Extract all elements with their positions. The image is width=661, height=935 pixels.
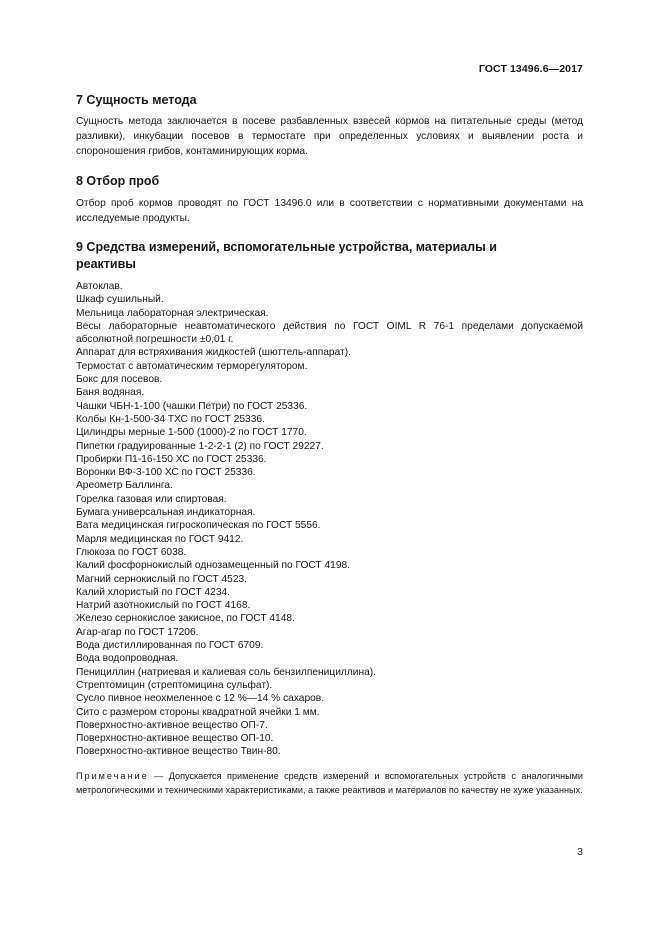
list-item: Вата медицинская гигроскопическая по ГОСТ 5556. [76, 520, 321, 532]
list-item: Сусло пивное неохмеленное с 12 %—14 % сахаров. [76, 693, 325, 705]
section-7-text [76, 114, 583, 159]
section-9-title: 9 Средства измерений, вспомогательные устройства, материалы и реактивы [76, 240, 497, 271]
list-item: Пенициллин (натриевая и калиевая соль бензилпенициллина). [76, 666, 376, 678]
list-item: Сито с размером стороны квадратной ячейки 1 мм. [76, 706, 320, 718]
page-number: 3 [577, 846, 583, 858]
list-item: Мельница лабораторная электрическая. [76, 307, 269, 319]
list-item: Цилиндры мерные 1-500 (1000)-2 по ГОСТ 1770. [76, 427, 307, 439]
note [76, 770, 583, 797]
note-text: — Допускается применение средств измерений и вспомогательных устройств с аналогичными метрологическими и техническими характеристиками, а также реактивов и материалов по качеству не хуже указанных. [76, 771, 583, 795]
list-item: Калий фосфорнокислый однозамещенный по ГОСТ 4198. [76, 560, 350, 572]
section-8-text [76, 196, 583, 226]
list-item: Пробирки П1-16-150 ХС по ГОСТ 25336. [76, 453, 267, 465]
section-8-title: 8 Отбор проб [76, 174, 160, 188]
list-item: Железо сернокислое закисное, по ГОСТ 4148. [76, 613, 295, 625]
list-item: Баня водяная. [76, 387, 145, 399]
document-code: ГОСТ 13496.6—2017 [478, 63, 583, 75]
list-item: Шкаф сушильный. [76, 294, 164, 306]
section-8-body: Отбор проб кормов проводят по ГОСТ 13496.0 или в соответствии с нормативными документами на исследуемые продукты. [76, 198, 583, 224]
list-item: Поверхностно-активное вещество ОП-10. [76, 733, 274, 745]
list-item: Пипетки градуированные 1-2-2-1 (2) по ГОСТ 29227. [76, 440, 324, 452]
list-item: Горелка газовая или спиртовая. [76, 493, 227, 505]
list-item: Бокс для посевов. [76, 374, 163, 386]
list-item: Бумага универсальная индикаторная. [76, 507, 256, 519]
list-item: Калий хлористый по ГОСТ 4234. [76, 586, 230, 598]
list-item: Весы лабораторные неавтоматического действия по ГОСТ OIML R 76-1 пределами допускаемой абсолютной погрешности ±0,01 г. [76, 320, 583, 346]
list-item: Термостат с автоматическим терморегулятором. [76, 360, 308, 372]
section-7-title: 7 Сущность метода [76, 93, 197, 107]
list-item: Поверхностно-активное вещество ОП-7. [76, 719, 268, 731]
note-label: Примечание [76, 771, 149, 781]
list-item: Вода водопроводная. [76, 653, 179, 665]
list-item: Стрептомицин (стрептомицина сульфат). [76, 679, 273, 691]
equipment-list [76, 280, 583, 759]
list-item: Автоклав. [76, 281, 123, 292]
list-item: Ареометр Баллинга. [76, 480, 173, 492]
list-item: Натрий азотнокислый по ГОСТ 4168. [76, 600, 251, 612]
list-item: Агар-агар по ГОСТ 17206. [76, 626, 199, 638]
list-item: Марля медицинская по ГОСТ 9412. [76, 533, 244, 545]
list-item: Чашки ЧБН-1-100 (чашки Петри) по ГОСТ 25336. [76, 400, 308, 412]
list-item: Глюкоза по ГОСТ 6038. [76, 546, 187, 558]
list-item: Поверхностно-активное вещество Твин-80. [76, 746, 281, 758]
list-item: Колбы Кн-1-500-34 ТХС по ГОСТ 25336. [76, 413, 265, 425]
list-item: Магний сернокислый по ГОСТ 4523. [76, 573, 248, 585]
section-7-body: Сущность метода заключается в посеве разбавленных взвесей кормов на питательные среды (метод разливки), инкубации посевов в термостате при определенных условиях и выявлении роста и спороношения грибов, контаминирующих корма. [76, 116, 583, 157]
list-item: Аппарат для встряхивания жидкостей (шюттель-аппарат). [76, 347, 351, 359]
list-item: Воронки ВФ-3-100 ХС по ГОСТ 25336. [76, 467, 256, 479]
list-item: Вода дистиллированная по ГОСТ 6709. [76, 640, 264, 652]
